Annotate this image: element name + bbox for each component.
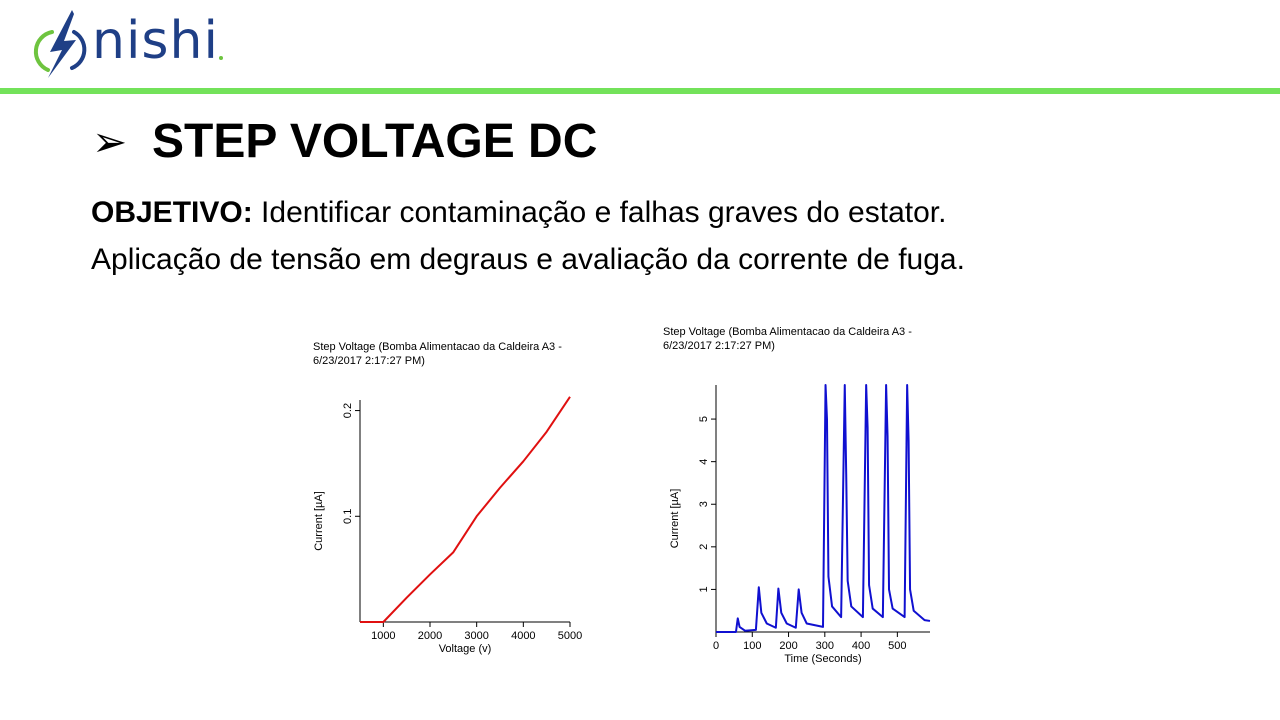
description-line: Aplicação de tensão em degraus e avaliação da corrente de fuga.: [91, 243, 965, 276]
right-chart-title: [663, 325, 912, 353]
accent-bar: [0, 88, 1280, 94]
right-chart-x-tick-label: 100: [743, 640, 762, 652]
left-chart-series-line: [360, 397, 570, 622]
right-chart-x-tick-label: 0: [712, 640, 720, 652]
left-chart-x-tick-label: 2000: [417, 630, 443, 642]
voltage-current-chart: [300, 370, 600, 670]
objective-text: Identificar contaminação e falhas graves do estator.: [261, 196, 947, 229]
right-chart-x-tick-label: 200: [779, 640, 798, 652]
right-chart-title-line-1: Step Voltage (Bomba Alimentacao da Caldeira A3 -: [663, 326, 912, 338]
right-chart-y-axis-label: Current [µA]: [669, 488, 681, 549]
logo-text: nishi: [92, 11, 219, 71]
right-chart-y-tick-label: 5: [698, 416, 710, 423]
objective-label: OBJETIVO:: [91, 196, 253, 229]
left-chart-x-tick-label: 3000: [464, 630, 489, 642]
left-chart-y-tick-label: 0.1: [342, 508, 354, 524]
left-chart-x-tick-label: 5000: [557, 630, 583, 642]
slide-title: STEP VOLTAGE DC: [152, 115, 598, 168]
arrow-bullet-icon: ➢: [92, 118, 128, 165]
right-chart-x-tick-label: 500: [888, 640, 907, 652]
left-chart-title: [313, 340, 562, 368]
left-chart-y-tick-label: 0.2: [342, 402, 354, 419]
left-chart-x-tick-label: 1000: [371, 630, 396, 642]
left-chart-title-line-1: Step Voltage (Bomba Alimentacao da Caldeira A3 -: [313, 341, 562, 353]
objective-line: [91, 193, 946, 233]
left-chart-x-axis-label: Voltage (v): [438, 643, 492, 655]
logo-dot: [219, 56, 223, 60]
slide-heading: [92, 112, 597, 172]
right-chart-y-tick-label: 1: [698, 586, 710, 593]
right-chart-y-tick-label: 3: [698, 501, 710, 508]
right-chart-series-line: [716, 385, 930, 632]
right-chart-y-tick-label: 2: [698, 543, 710, 550]
left-chart-x-tick-label: 4000: [511, 630, 536, 642]
left-chart-y-axis-label: Current [µA]: [313, 491, 325, 551]
right-chart-x-tick-label: 400: [851, 640, 871, 652]
right-chart-x-axis-label: Time (Seconds): [784, 653, 862, 665]
time-current-chart: [660, 370, 960, 680]
right-chart-x-tick-label: 300: [815, 640, 834, 652]
right-chart-y-tick-label: 4: [698, 458, 710, 465]
left-chart-title-line-2: 6/23/2017 2:17:27 PM): [313, 355, 425, 367]
right-chart-title-line-2: 6/23/2017 2:17:27 PM): [663, 340, 775, 352]
